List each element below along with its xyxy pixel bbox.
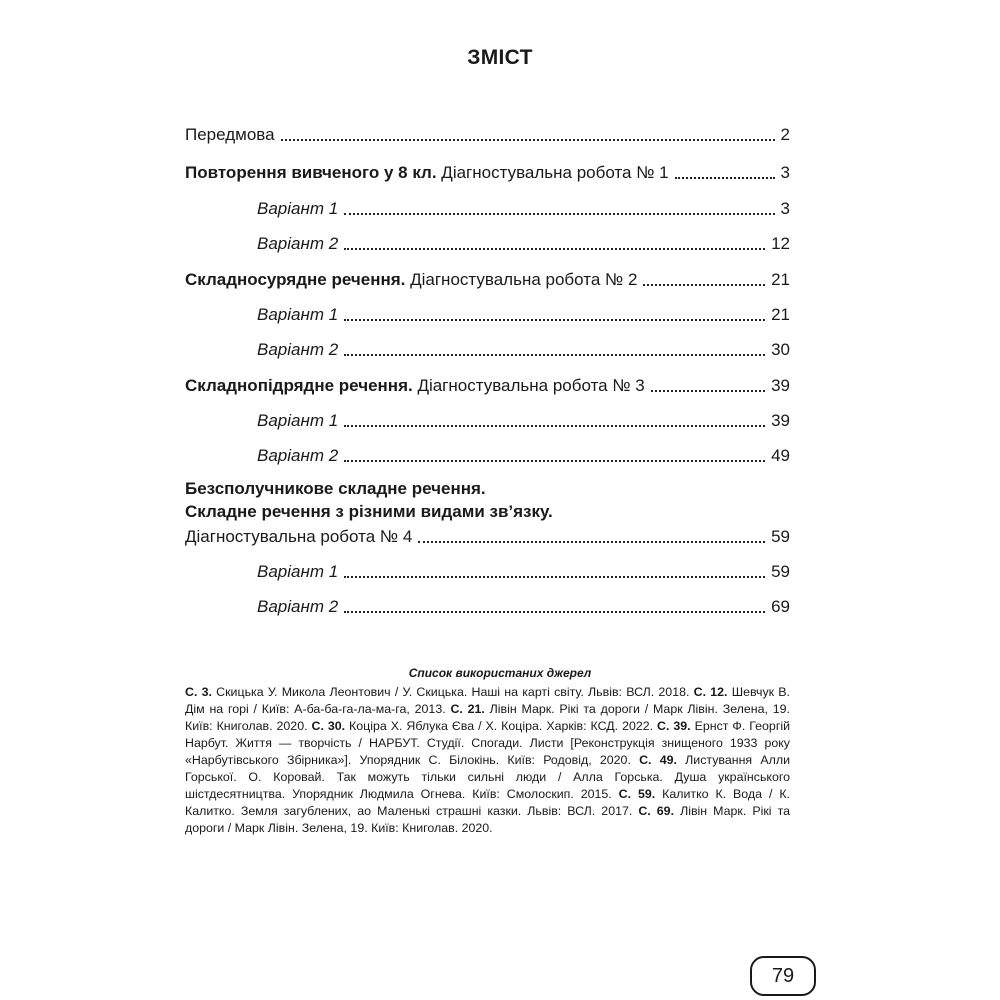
sources-list <box>185 684 790 837</box>
toc-entry-variant[interactable] <box>257 331 790 361</box>
source-text: Лівін Марк. Рікі та дороги / Марк Лівін. Зелена, 19. Київ: Книголав. 2020. <box>185 702 790 733</box>
source-text: Лівін Марк. Рікі та дороги / Марк Лівін. Зелена, 19. Київ: Книголав. 2020. <box>185 804 791 835</box>
toc-entry-label: Варіант 1 <box>257 305 339 324</box>
dot-leader <box>344 213 774 215</box>
toc-entry-page: 21 <box>771 270 790 289</box>
source-text: Калитко К. Вода / К. Калитко. Земля загублених, ао Маленькі страшні казки. Львів: ВСЛ. 2017. <box>185 787 790 818</box>
toc-entry-page: 12 <box>771 234 790 253</box>
toc-entry-label: Варіант 2 <box>257 340 339 359</box>
toc-entry-variant[interactable] <box>257 588 790 618</box>
toc-entry-page: 3 <box>780 163 790 182</box>
toc-section-heading: Безсполучникове складне речення. <box>185 479 486 498</box>
toc-entry-page: 21 <box>771 305 790 324</box>
toc-entry-section-3[interactable] <box>185 367 790 397</box>
dot-leader <box>675 177 775 179</box>
dot-leader <box>344 248 765 250</box>
dot-leader <box>418 541 765 543</box>
page-number: 79 <box>750 956 816 996</box>
toc-entry-page: 2 <box>780 125 790 144</box>
toc-entry-label: Варіант 2 <box>257 446 339 465</box>
source-text: Ернст Ф. Георгій Нарбут. Життя — творчість / НАРБУТ. Студії. Спогади. Листи [Реконструкція знищеного 1933 року «Нарбутівського Збірника»]. Упорядник С. Білокінь. Київ: Родовід, 2020. <box>185 719 791 767</box>
source-ref: С. 3. <box>185 685 212 699</box>
toc-entry-variant[interactable] <box>257 296 790 326</box>
toc-entry-page: 69 <box>771 597 790 616</box>
source-text: Листування Алли Горської. О. Коровай. Так можуть тільки сильні люди / Алла Горська. Душа українського шістдесятництва. Упорядник Людмила Огнева. Київ: Смолоскип. 2015. <box>185 753 790 801</box>
toc-entry-variant[interactable] <box>257 402 790 432</box>
toc-entry-label: Складнопідрядне речення. Діагностувальна робота № 3 <box>185 376 645 395</box>
dot-leader <box>344 354 765 356</box>
toc-entry-section-4[interactable] <box>185 518 790 548</box>
toc-entry-page: 59 <box>771 562 790 581</box>
toc-entry-label: Варіант 2 <box>257 597 339 616</box>
source-ref: С. 21. <box>450 702 485 716</box>
toc-entry-page: 3 <box>780 199 790 218</box>
page-title: ЗМІСТ <box>467 46 533 69</box>
toc-entry-variant[interactable] <box>257 190 790 220</box>
toc-entry-label: Варіант 1 <box>257 199 339 218</box>
dot-leader <box>344 319 765 321</box>
dot-leader <box>281 139 775 141</box>
toc-entry-label: Діагностувальна робота № 4 <box>185 527 413 546</box>
source-text: Шевчук В. Дім на горі / Київ: А-ба-ба-га-ла-ма-га, 2013. <box>185 685 791 716</box>
toc-entry-page: 39 <box>771 411 790 430</box>
toc-entry-label: Передмова <box>185 125 275 144</box>
toc-entry-page: 30 <box>771 340 790 359</box>
toc-entry-variant[interactable] <box>257 225 790 255</box>
dot-leader <box>344 611 765 613</box>
source-ref: С. 69. <box>638 804 675 818</box>
toc-entry-section-2[interactable] <box>185 261 790 291</box>
dot-leader <box>344 460 765 462</box>
toc-entry-preface[interactable] <box>185 116 790 146</box>
toc-entry-page: 59 <box>771 527 790 546</box>
toc-entry-label: Повторення вивченого у 8 кл. Діагностувальна робота № 1 <box>185 163 669 182</box>
source-ref: С. 49. <box>639 753 677 767</box>
toc-entry-variant[interactable] <box>257 437 790 467</box>
toc-entry-variant[interactable] <box>257 553 790 583</box>
toc-entry-section-1[interactable] <box>185 154 790 184</box>
dot-leader <box>344 425 765 427</box>
toc-section-heading: Складне речення з різними видами зв’язку. <box>185 502 553 521</box>
dot-leader <box>651 390 765 392</box>
toc-entry-label: Варіант 1 <box>257 411 339 430</box>
toc-entry-label: Складносурядне речення. Діагностувальна робота № 2 <box>185 270 638 289</box>
toc-entry-label: Варіант 1 <box>257 562 339 581</box>
source-ref: С. 39. <box>657 719 691 733</box>
source-ref: С. 30. <box>311 719 346 733</box>
sources-title: Список використаних джерел <box>408 666 592 680</box>
toc-entry-label: Варіант 2 <box>257 234 339 253</box>
toc-entry-page: 49 <box>771 446 790 465</box>
source-ref: С. 59. <box>618 787 656 801</box>
toc-entry-page: 39 <box>771 376 790 395</box>
dot-leader <box>344 576 765 578</box>
source-text: Скицька У. Микола Леонтович / У. Скицька. Наші на карті світу. Львів: ВСЛ. 2018. <box>211 685 694 699</box>
dot-leader <box>643 284 765 286</box>
source-text: Коціра Х. Яблука Єва / Х. Коціра. Харків: КСД. 2022. <box>345 719 658 733</box>
source-ref: С. 12. <box>693 685 728 699</box>
